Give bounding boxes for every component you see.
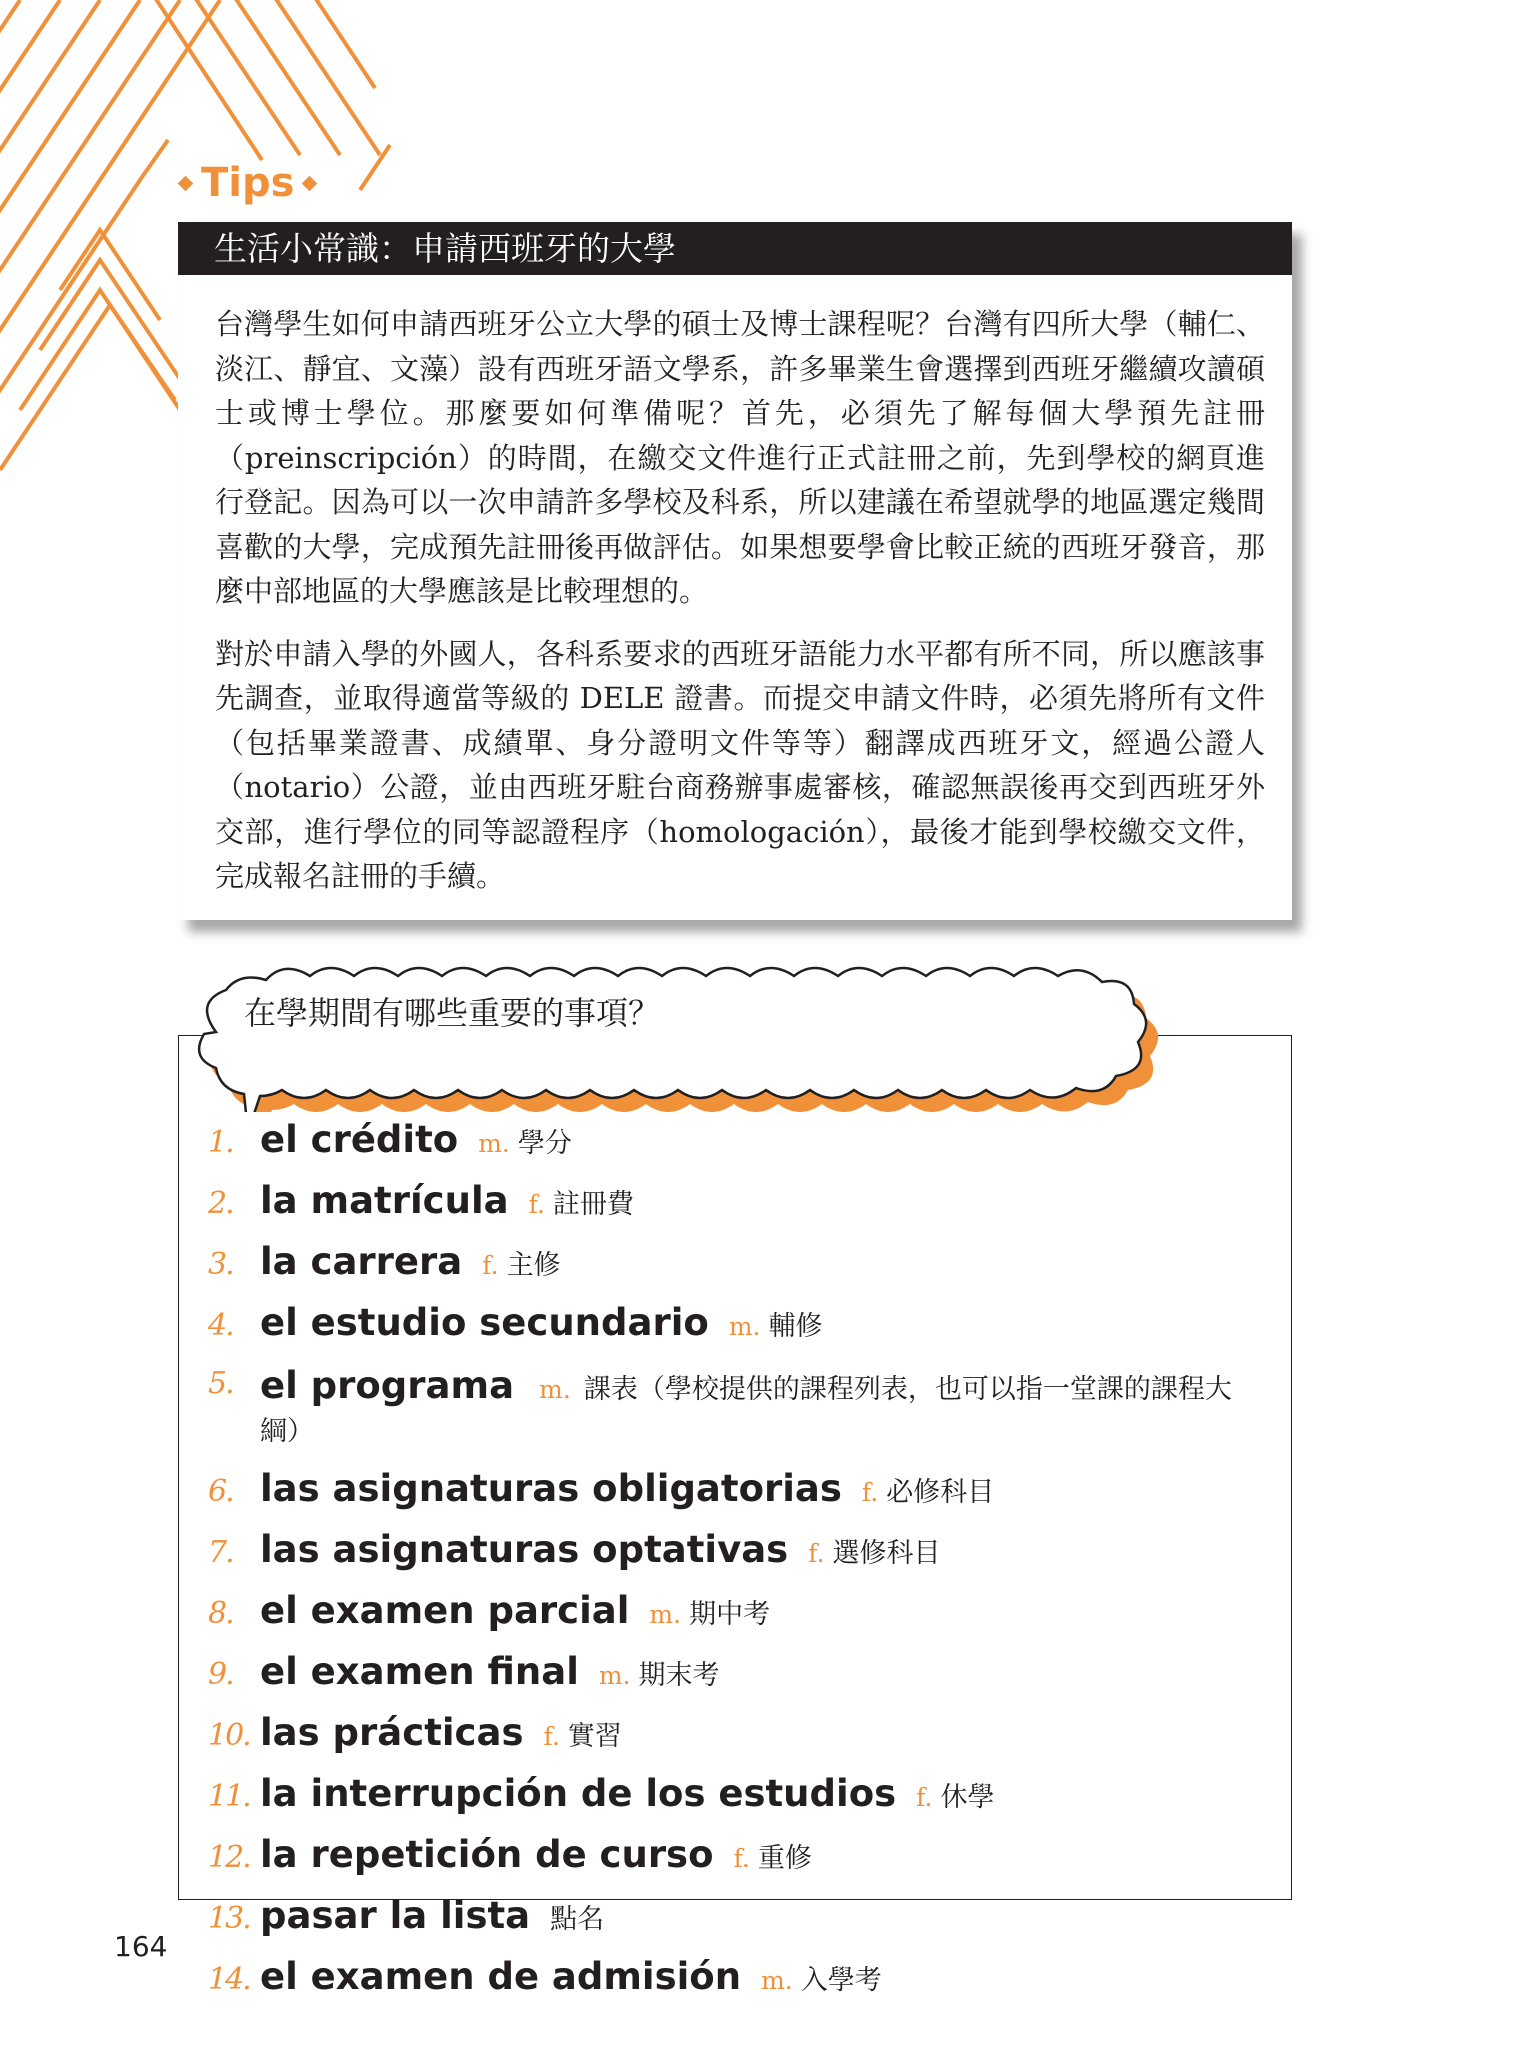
- vocab-list: [208, 1118, 1268, 2016]
- gender-marker: f.: [916, 1783, 933, 1812]
- chinese-meaning: 註冊費: [552, 1189, 634, 1220]
- chinese-meaning: 期中考: [689, 1599, 771, 1630]
- gender-marker: m.: [761, 1966, 793, 1995]
- item-number: 14.: [208, 1962, 250, 1997]
- spanish-term: el examen de admisión: [260, 1955, 742, 1998]
- item-number: 1.: [208, 1125, 233, 1160]
- gender-marker: m.: [539, 1375, 571, 1404]
- chinese-meaning: 休學: [940, 1782, 995, 1813]
- chinese-meaning: 必修科目: [886, 1477, 995, 1508]
- chinese-meaning: 課表（學校提供的課程列表，也可以指一堂課的課程大綱）: [260, 1374, 1232, 1447]
- tips-paragraph: 對於申請入學的外國人，各科系要求的西班牙語能力水平都有所不同，所以應該事先調查，並取得適當等級的 DELE 證書。而提交申請文件時，必須先將所有文件（包括畢業證書、成績單、身分證明文件等等）翻譯成西班牙文，經過公證人（notario）公證，並由西班牙駐台商務辦事處審核，確認無誤後再交到西班牙外交部，進行學位的同等認證程序（homologación），最後才能到學校繳交文件，完成報名註冊的手續。: [215, 636, 1265, 893]
- item-number: 13.: [208, 1901, 250, 1936]
- item-number: 9.: [208, 1657, 233, 1692]
- spanish-term: el crédito: [260, 1118, 459, 1161]
- diamond-bullet-icon: [302, 175, 318, 191]
- chinese-meaning: 點名: [550, 1904, 605, 1935]
- spanish-term: el examen parcial: [260, 1589, 630, 1632]
- item-number: 6.: [208, 1474, 233, 1509]
- gender-marker: m.: [728, 1312, 761, 1341]
- spanish-term: la repetición de curso: [260, 1833, 714, 1876]
- spanish-term: las asignaturas optativas: [260, 1528, 789, 1571]
- vocab-item: [208, 1833, 1268, 1880]
- tips-title: 生活小常識：申請西班牙的大學: [178, 222, 1292, 275]
- gender-marker: f.: [482, 1251, 499, 1280]
- chinese-meaning: 學分: [517, 1128, 572, 1159]
- item-number: 5.: [208, 1366, 233, 1401]
- gender-marker: f.: [861, 1478, 879, 1507]
- item-number: 11.: [208, 1779, 250, 1814]
- vocab-item: [208, 1711, 1268, 1758]
- tips-heading: [180, 160, 315, 206]
- spanish-term: las prácticas: [260, 1711, 524, 1754]
- tips-paragraph: 台灣學生如何申請西班牙公立大學的碩士及博士課程呢？台灣有四所大學（輔仁、淡江、靜宜、文藻）設有西班牙語文學系，許多畢業生會選擇到西班牙繼續攻讀碩士或博士學位。那麼要如何準備呢？首先，必須先了解每個大學預先註冊（preinscripción）的時間，在繳交文件進行正式註冊之前，先到學校的網頁進行登記。因為可以一次申請許多學校及科系，所以建議在希望就學的地區選定幾間喜歡的大學，完成預先註冊後再做評估。如果想要學會比較正統的西班牙發音，那麼中部地區的大學應該是比較理想的。: [215, 307, 1265, 608]
- gender-marker: f.: [733, 1844, 750, 1873]
- spanish-term: la carrera: [260, 1240, 463, 1283]
- page-number: 164: [114, 1930, 168, 1963]
- item-number: 10.: [208, 1718, 250, 1753]
- item-number: 3.: [208, 1247, 233, 1282]
- tips-label: Tips: [201, 160, 295, 206]
- vocab-item: [208, 1362, 1268, 1453]
- vocab-item: [208, 1467, 1268, 1514]
- vocab-item: [208, 1894, 1268, 1941]
- diamond-bullet-icon: [178, 175, 194, 191]
- vocab-item: [208, 1955, 1268, 2002]
- chinese-meaning: 選修科目: [832, 1538, 941, 1569]
- vocab-item: [208, 1301, 1268, 1348]
- chinese-meaning: 期末考: [638, 1660, 720, 1691]
- chinese-meaning: 輔修: [768, 1311, 823, 1342]
- tips-body: [215, 302, 1265, 917]
- item-number: 7.: [208, 1535, 233, 1570]
- vocab-item: [208, 1589, 1268, 1636]
- spanish-term: el programa: [260, 1364, 515, 1407]
- gender-marker: m.: [598, 1661, 631, 1690]
- spanish-term: el estudio secundario: [260, 1301, 709, 1344]
- spanish-term: la interrupción de los estudios: [260, 1772, 897, 1815]
- chinese-meaning: 重修: [757, 1843, 812, 1874]
- vocab-item: [208, 1528, 1268, 1575]
- item-number: 2.: [208, 1186, 233, 1221]
- spanish-term: las asignaturas obligatorias: [260, 1467, 842, 1510]
- speech-bubble: [176, 962, 1306, 1112]
- chinese-meaning: 實習: [567, 1721, 622, 1752]
- vocab-item: [208, 1650, 1268, 1697]
- spanish-term: el examen final: [260, 1650, 579, 1693]
- gender-marker: m.: [478, 1129, 510, 1158]
- vocab-item: [208, 1118, 1268, 1165]
- item-number: 8.: [208, 1596, 233, 1631]
- spanish-term: la matrícula: [260, 1179, 509, 1222]
- vocab-question: 在學期間有哪些重要的事項？: [244, 994, 661, 1032]
- chinese-meaning: 主修: [506, 1250, 561, 1281]
- gender-marker: m.: [649, 1600, 682, 1629]
- gender-marker: f.: [528, 1190, 545, 1219]
- gender-marker: f.: [543, 1722, 560, 1751]
- chinese-meaning: 入學考: [800, 1965, 882, 1996]
- gender-marker: f.: [808, 1539, 825, 1568]
- vocab-item: [208, 1772, 1268, 1819]
- vocab-item-content: [260, 1362, 1268, 1453]
- spanish-term: pasar la lista: [260, 1894, 531, 1937]
- vocab-item: [208, 1179, 1268, 1226]
- vocab-item: [208, 1240, 1268, 1287]
- item-number: 12.: [208, 1840, 250, 1875]
- item-number: 4.: [208, 1308, 233, 1343]
